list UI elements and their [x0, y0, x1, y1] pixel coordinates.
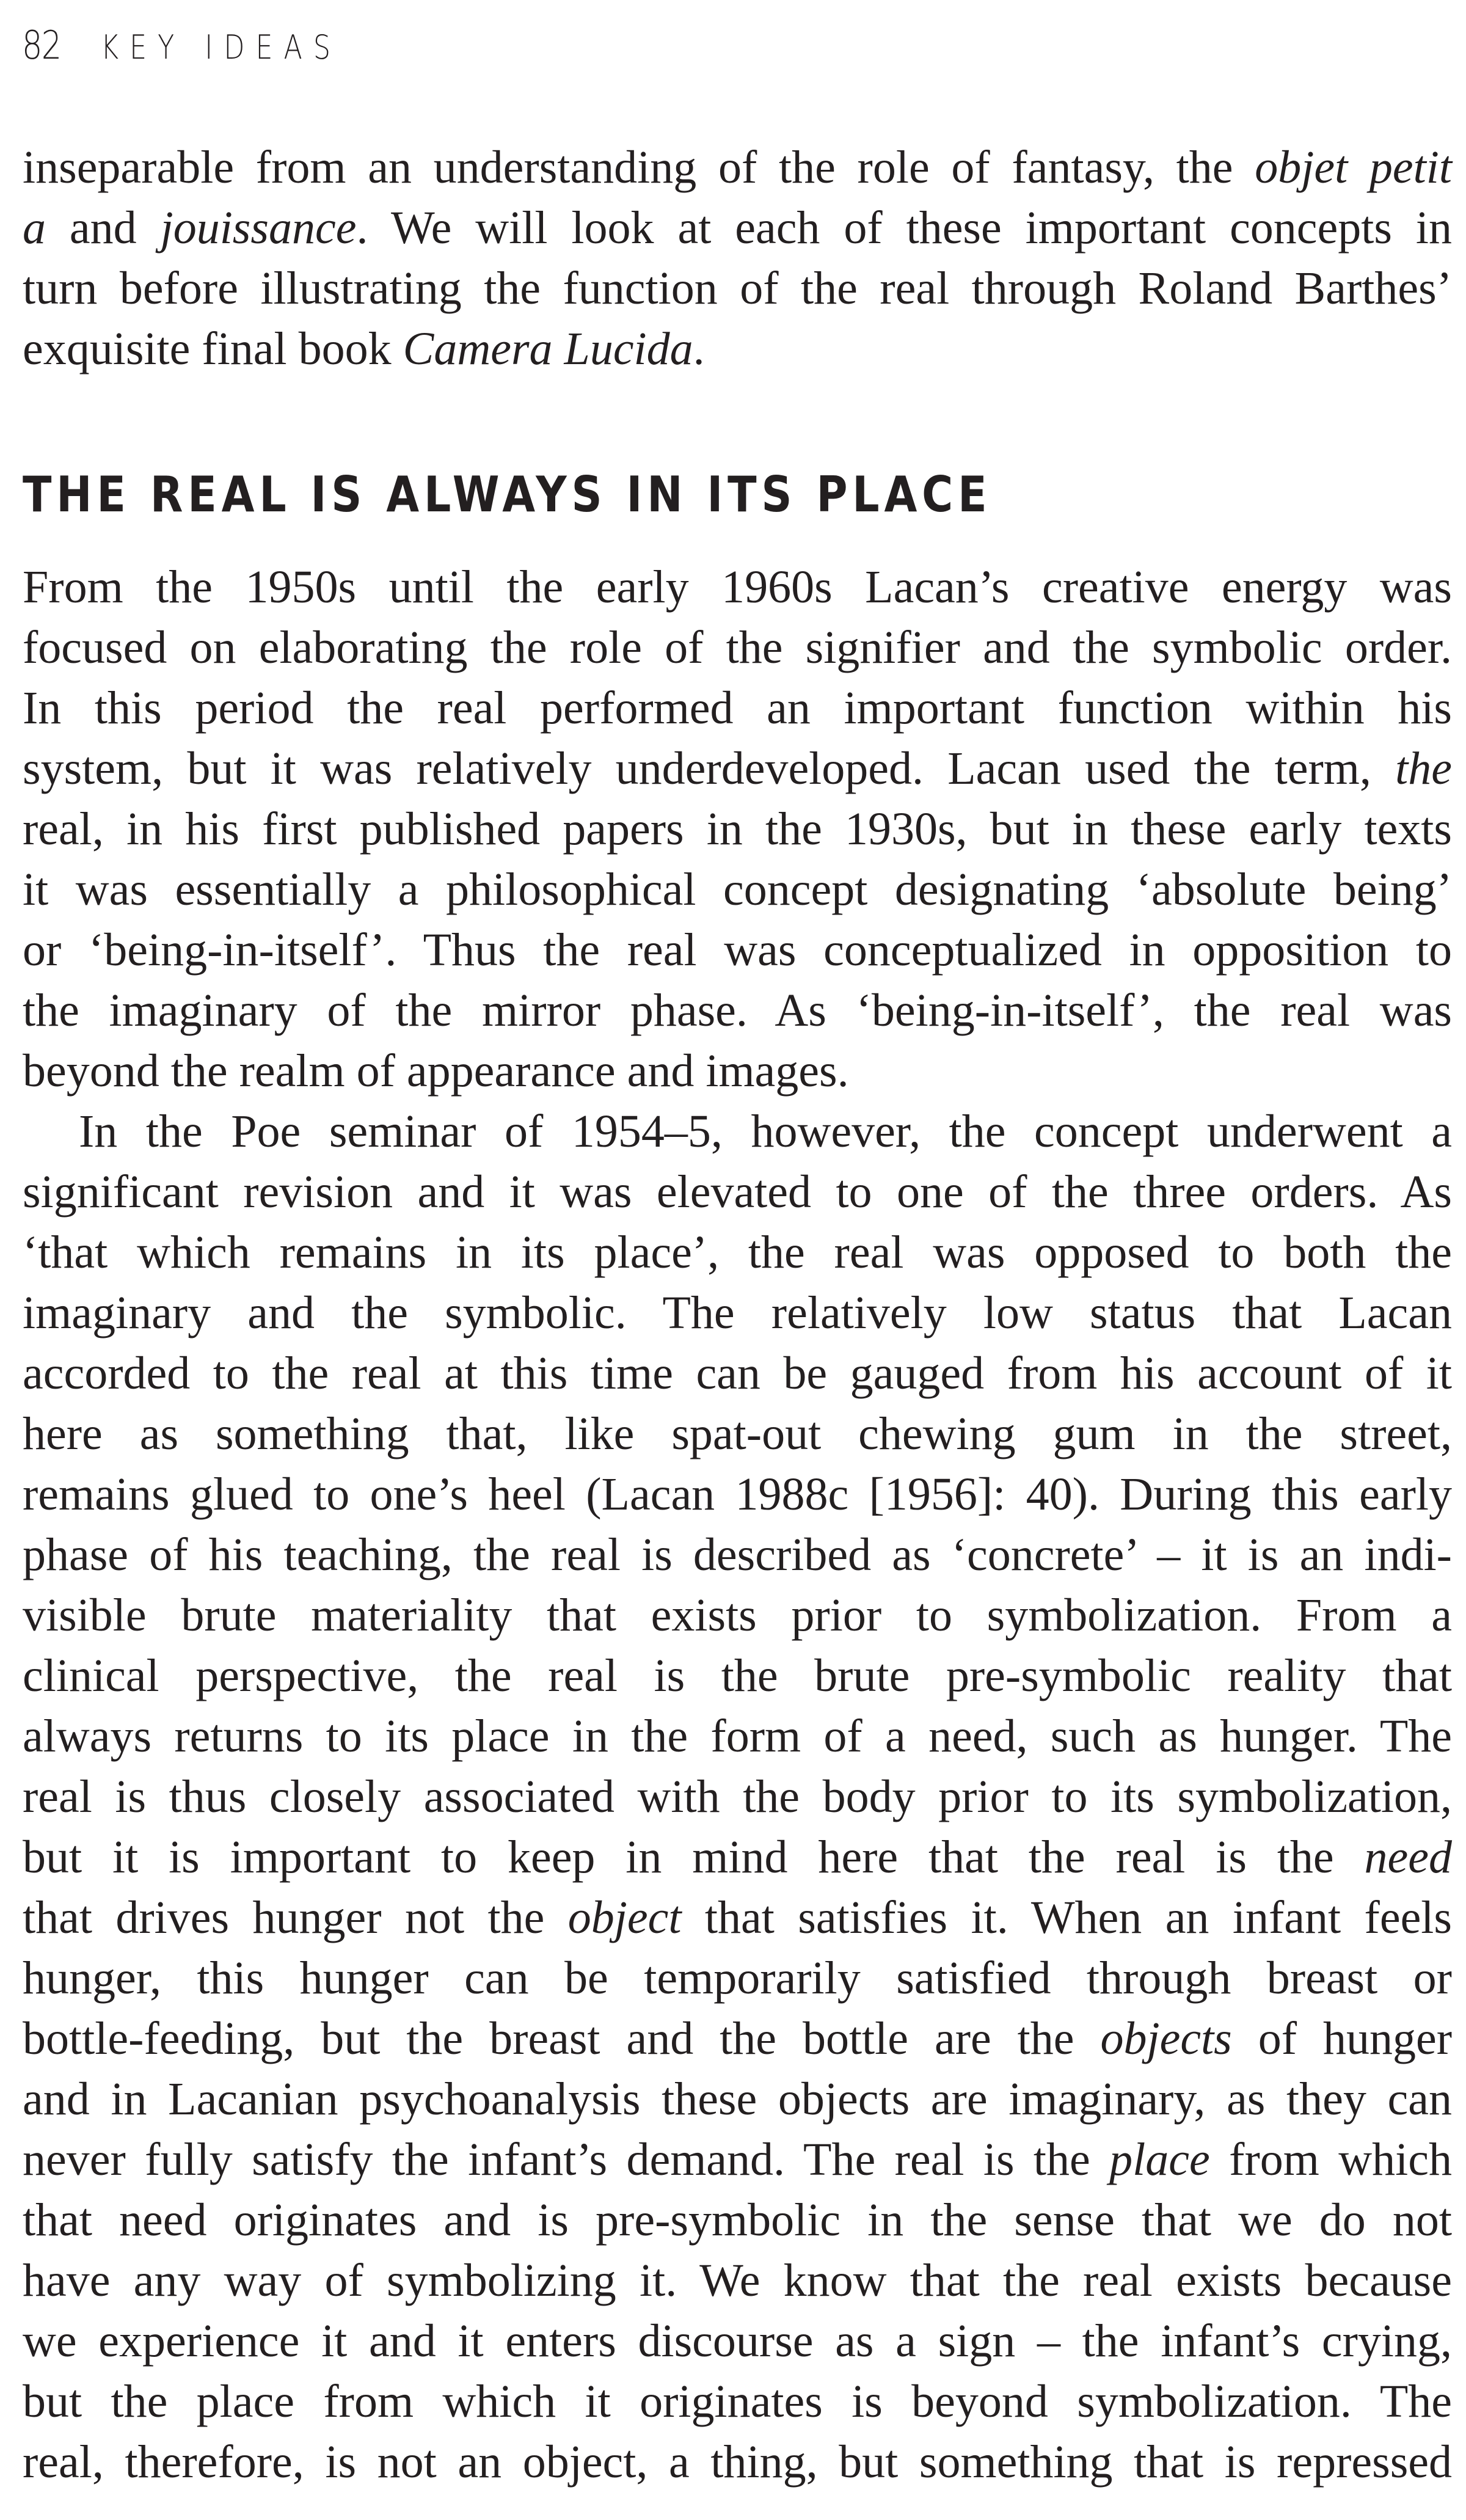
text-line	[23, 1041, 1452, 1101]
text-line	[23, 981, 1452, 1041]
text-line	[23, 1948, 1452, 2009]
text-line	[23, 2190, 1452, 2251]
text-line	[23, 1827, 1452, 1888]
text-line	[23, 198, 1452, 258]
text-run: it was essentially a philosophical concept designating ‘absolute being’	[23, 864, 1452, 915]
italic-text: place	[1109, 2134, 1210, 2185]
text-run: accorded to the real at this time can be gauged from his account of it	[23, 1348, 1452, 1399]
body-text	[23, 557, 1452, 2493]
italic-text: jouissance	[160, 202, 357, 254]
text-line	[23, 678, 1452, 739]
italic-text: object	[567, 1892, 682, 1943]
text-run: phase of his teaching, the real is described as ‘concrete’ – it is an indi-	[23, 1529, 1452, 1580]
italic-text: objet petit	[1255, 142, 1452, 193]
text-run: that drives hunger not the	[23, 1892, 568, 1943]
text-line	[23, 2069, 1452, 2130]
text-line	[23, 1525, 1452, 1585]
text-run: exquisite final book	[23, 323, 403, 374]
text-run: we experience it and it enters discourse as a sign – the infant’s crying,	[23, 2315, 1452, 2367]
text-line	[23, 2009, 1452, 2069]
text-run: real is thus closely associated with the body prior to its symbolization,	[23, 1771, 1452, 1822]
text-run: bottle-feeding, but the breast and the bottle are the	[23, 2013, 1101, 2064]
text-run: remains glued to one’s heel (Lacan 1988c [1956]: 40). During this early	[23, 1469, 1452, 1520]
text-run: significant revision and it was elevated to one of the three orders. As	[23, 1166, 1452, 1218]
italic-text: objects	[1100, 2013, 1232, 2064]
text-line	[23, 1101, 1452, 1162]
intro-paragraph	[23, 137, 1452, 379]
italic-text: a	[23, 202, 46, 254]
text-line	[23, 1222, 1452, 1283]
text-run: of hunger	[1231, 2013, 1453, 2064]
text-line	[23, 1162, 1452, 1222]
text-run: turn before illustrating the function of the real through Roland Barthes’	[23, 263, 1452, 314]
italic-text: Camera Lucida	[403, 323, 693, 374]
text-run: but it is important to keep in mind here that the real is the	[23, 1832, 1365, 1883]
text-run: imaginary and the symbolic. The relatively low status that Lacan	[23, 1287, 1452, 1339]
text-run: . We will look at each of these important concepts in	[356, 202, 1452, 254]
text-line	[23, 319, 1452, 379]
text-line	[23, 739, 1452, 799]
text-line	[23, 2130, 1452, 2190]
text-run: ‘that which remains in its place’, the real was opposed to both the	[23, 1227, 1452, 1278]
italic-text: need	[1364, 1832, 1452, 1883]
text-run: focused on elaborating the role of the signifier and the symbolic order.	[23, 622, 1452, 673]
text-run: never fully satisfy the infant’s demand. The real is the	[23, 2134, 1110, 2185]
running-head: KEY IDEAS	[101, 28, 342, 67]
text-line	[23, 920, 1452, 981]
text-run: system, but it was relatively underdeveloped. Lacan used the term,	[23, 743, 1396, 794]
text-line	[23, 1888, 1452, 1948]
text-run: that satisfies it. When an infant feels	[681, 1892, 1452, 1943]
text-run: have any way of symbolizing it. We know that the real exists because	[23, 2255, 1452, 2306]
text-line	[23, 2251, 1452, 2311]
page-header	[22, 23, 395, 66]
text-run: or ‘being-in-itself’. Thus the real was conceptualized in opposition to	[23, 924, 1452, 976]
paragraph-2	[23, 1101, 1452, 2493]
text-line	[23, 2311, 1452, 2372]
text-run: visible brute materiality that exists prior to symbolization. From a	[23, 1590, 1452, 1641]
text-run: real, in his first published papers in the 1930s, but in these early texts	[23, 803, 1452, 855]
text-line	[23, 1767, 1452, 1827]
text-run: beyond the realm of appearance and images.	[23, 1045, 849, 1097]
text-line	[23, 618, 1452, 678]
text-line	[23, 258, 1452, 319]
text-run: .	[693, 323, 705, 374]
text-line	[23, 557, 1452, 618]
text-line	[23, 2432, 1452, 2493]
text-run: and in Lacanian psychoanalysis these objects are imaginary, as they can	[23, 2073, 1452, 2125]
text-run: From the 1950s until the early 1960s Lacan’s creative energy was	[23, 561, 1452, 613]
page-number: 82	[22, 23, 61, 68]
text-run: always returns to its place in the form of a need, such as hunger. The	[23, 1711, 1452, 1762]
text-line	[23, 799, 1452, 860]
text-line	[23, 1283, 1452, 1343]
text-run: real, therefore, is not an object, a thing, but something that is repressed	[23, 2436, 1452, 2488]
text-line	[23, 1706, 1452, 1767]
text-run: the imaginary of the mirror phase. As ‘being-in-itself’, the real was	[23, 985, 1452, 1036]
paragraph-1	[23, 557, 1452, 1101]
section-heading: THE REAL IS ALWAYS IN ITS PLACE	[23, 466, 992, 523]
text-run: clinical perspective, the real is the brute pre-symbolic reality that	[23, 1650, 1452, 1701]
text-line	[23, 137, 1452, 198]
text-run: and	[46, 202, 161, 254]
text-run: but the place from which it originates is beyond symbolization. The	[23, 2376, 1452, 2427]
text-run: In the Poe seminar of 1954–5, however, the concept underwent a	[79, 1106, 1452, 1157]
text-line	[23, 1646, 1452, 1706]
text-run: In this period the real performed an important function within his	[23, 682, 1452, 734]
text-line	[23, 1404, 1452, 1464]
text-line	[23, 1585, 1452, 1646]
text-run: here as something that, like spat-out chewing gum in the street,	[23, 1408, 1452, 1459]
text-run: hunger, this hunger can be temporarily satisfied through breast or	[23, 1952, 1452, 2004]
text-run: inseparable from an understanding of the role of fantasy, the	[23, 142, 1255, 193]
text-line	[23, 1464, 1452, 1525]
text-run: from which	[1209, 2134, 1452, 2185]
italic-text: the	[1395, 743, 1452, 794]
text-run: that need originates and is pre-symbolic in the sense that we do not	[23, 2194, 1452, 2246]
text-line	[23, 2372, 1452, 2432]
text-line	[23, 860, 1452, 920]
text-line	[23, 1343, 1452, 1404]
